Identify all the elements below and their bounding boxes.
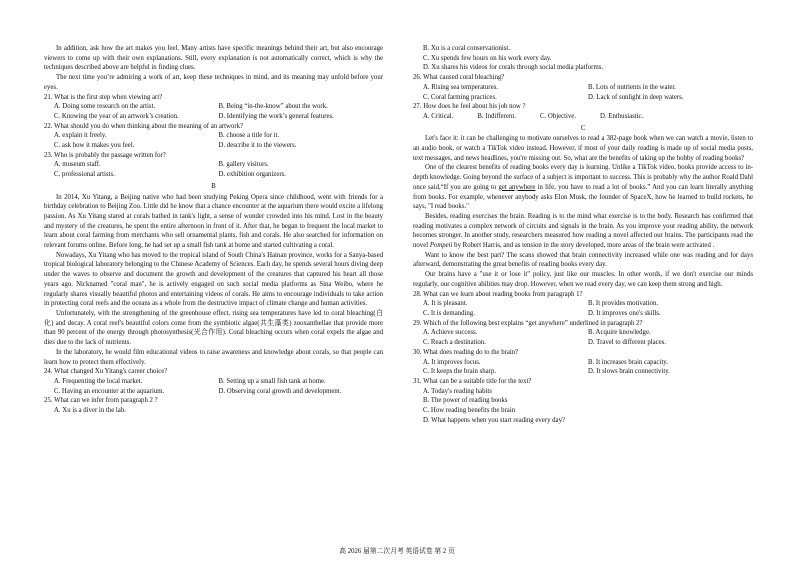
option-29-b: B. Acquire knowledge. — [588, 329, 651, 337]
option-26-d: D. Lack of sunlight in deep waters. — [588, 93, 684, 101]
passage-c-paragraph-1: Let's face it: it can be challenging to motivate ourselves to read a 382-page book when we can watch a movie, listen to an audio book, or watch a TikTok video instead. However, if most of your daily reading is made up of social media posts, text messages, and news headlines, you're missing out. So, what are the benefits of taking up the hobby of reading books? — [413, 135, 753, 162]
option-26-a: A. Rising sea temperatures. — [423, 83, 498, 91]
option-23-d: D. exhibition organizers. — [218, 171, 286, 179]
question-25-stem: 25. What can we infer from paragraph 2 ? — [44, 397, 158, 405]
option-30-d: D. It slows brain connectivity. — [588, 368, 670, 376]
question-24 — [44, 367, 383, 396]
question-27 — [413, 102, 753, 121]
question-22 — [44, 122, 383, 151]
question-27-stem: 27. How does he feel about his job now ? — [413, 103, 526, 111]
option-21-c: C. Knowing the year of an artwork’s creation. — [54, 112, 179, 120]
question-31 — [413, 377, 753, 426]
passage-c-paragraph-5: Our brains have a "use it or lose it" policy, just like our muscles. In other words, if we don't exercise our minds regularly, our cognitive abilities may drop. However, when we read every day, we can keep them strong and high. — [413, 271, 753, 288]
option-24-a: A. Frequenting the local market. — [54, 377, 143, 385]
passage-c-paragraph-2 — [413, 163, 753, 212]
option-31-b: B. The power of reading books — [423, 397, 508, 405]
option-22-a: A. explain it freely. — [54, 132, 107, 140]
option-29-a: A. Achieve success. — [423, 329, 478, 337]
option-29-d: D. Travel to different places. — [588, 339, 667, 347]
option-21-d: D. Identifying the work’s general features. — [218, 112, 334, 120]
option-28-c: C. It is demanding. — [423, 309, 475, 317]
left-column — [44, 44, 383, 416]
option-22-c: C. ask how it makes you feel. — [54, 142, 135, 150]
option-26-c: C. Coral farming practices. — [423, 93, 497, 101]
underlined-phrase: get anywhere — [498, 183, 536, 191]
question-25-continued — [413, 44, 753, 73]
option-29-c: C. Reach a destination. — [423, 339, 486, 347]
option-31-d: D. What happens when you start reading every day? — [423, 416, 565, 424]
intro-paragraph-1: In addition, ask how the art makes you feel. Many artists have specific meanings behind their art, but also encourage viewers to come up with their own explanations. Still, every explanation is not automatically correct, which is why the techniques described above are helpful in finding clues. — [44, 45, 383, 72]
paragraph-2-text-start: One of the clearest benefits of reading books every day is learning. Unlike a TikTok video, books provide access to in-depth knowledge. Going beyond the surface of a subject is important to success. This is probably why the author Roald Dahl once said,“If you are going to — [413, 164, 753, 191]
option-22-d: D. describe it to the viewers. — [218, 142, 297, 150]
question-31-stem: 31. What can be a suitable title for the text? — [413, 377, 532, 385]
option-31-a: A. Today's reading habits — [423, 387, 492, 395]
option-28-b: B. It provides motivation. — [588, 300, 659, 308]
question-24-stem: 24. What changed Xu Yitang's career choice? — [44, 368, 168, 376]
passage-c-paragraph-3 — [413, 212, 753, 251]
question-28 — [413, 290, 753, 319]
option-30-a: A. It improves focus. — [423, 358, 481, 366]
question-30-stem: 30. What does reading do to the brain? — [413, 348, 519, 356]
right-column — [413, 44, 753, 425]
option-25-a: A. Xu is a diver in the lab. — [54, 407, 126, 415]
option-27-b: B. Indifferent. — [477, 112, 516, 120]
option-27-d: D. Enthusiastic. — [600, 112, 644, 120]
option-21-a: A. Doing some research on the artist. — [54, 103, 156, 111]
option-25-d: D. Xu shares his videos for corals through social media platforms. — [423, 64, 604, 72]
passage-b-paragraph-3: Unfortunately, with the strengthening of the greenhouse effect, rising sea temperatures have led to coral bleaching(白化) and decay. A coral reef's beautiful colors come from the symbiotic algae(共生藻类) zooxanthellae that provide more than 90 percent of the energy through photosynthesis(光合作用). Coral bleaching occurs when coral expels the algae and dies due to the lack of nutrients. — [44, 309, 383, 347]
intro-paragraph-2: The next time you’re admiring a work of art, keep these techniques in mind, and its meaning may unfold before your eyes. — [44, 74, 383, 91]
question-26 — [413, 73, 753, 102]
question-29 — [413, 319, 753, 348]
option-22-b: B. choose a title for it. — [218, 132, 280, 140]
option-31-c: C. How reading benefits the brain — [423, 407, 516, 415]
question-23-stem: 23. Who is probably the passage written for? — [44, 151, 166, 159]
question-28-stem: 28. What can we learn about reading books from paragraph 1? — [413, 290, 583, 298]
question-29-stem: 29. Which of the following best explains “get anywhere” underlined in paragraph 2? — [413, 319, 643, 327]
option-27-a: A. Critical. — [423, 112, 454, 120]
option-28-a: A. It is pleasant. — [423, 300, 468, 308]
novel-title: Pompeii — [429, 242, 453, 250]
question-30 — [413, 348, 753, 377]
question-25 — [44, 396, 383, 415]
passage-b-paragraph-1: In 2014, Xu Yitang, a Beijing native who had been studying Peking Opera since childhood, went with friends for a birthday celebration to Beijing Zoo. Little did he know that a chance encounter at the aquarium there would excite a lifelong passion. As Xu Yitang stared at corals bathed in tank's light, a sense of wonder crowded into his mind. Lost in the beauty and mystery of the creatures, he spent the entire afternoon in front of it. After that, he began to frequent the local market to learn about coral farming from merchants who sell ornamental plants, fish and corals. He also searched for information on relevant forums online. Before long, he had set up a small fish tank at home and started cultivating a coral. — [44, 193, 383, 250]
question-22-stem: 22. What should you do when thinking about the meaning of an artwork? — [44, 122, 244, 130]
question-21 — [44, 93, 383, 122]
passage-b-paragraph-2: Nowadays, Xu Yitang who has moved to the tropical island of South China's Hainan province, works for a Sanya-based tropical biological laboratory belonging to the Chinese Academy of Sciences. Each day, he spends several hours diving deep under the waves to observe and document the growth and development of the creatures that captured his heart all those years ago. Nicknamed "coral man", he is actively engaged on such social media platforms as Sina Weibo, where he regularly shares visually beautiful photos and entertaining videos of corals. He aims to encourage individuals to take action in protecting coral reefs and the oceans as a whole from the destructive impact of climate change and human activities. — [44, 251, 383, 308]
section-b-heading: B — [211, 182, 216, 190]
passage-b-paragraph-4: In the laboratory, he would film educational videos to raise awareness and knowledge about corals, so that people can learn how to protect them effectively. — [44, 348, 383, 366]
option-23-c: C. professional artists. — [54, 171, 115, 179]
option-23-a: A. museum staff. — [54, 161, 101, 169]
page-footer: 高 2026 届第二次月考 英语试卷 第 2 页 — [339, 548, 455, 555]
option-26-b: B. Lots of nutrients in the water. — [588, 83, 676, 91]
option-24-c: C. Having an encounter at the aquarium. — [54, 387, 165, 395]
paragraph-3-text-end: by Robert Harris, and as tension in the story developed, more areas of the brain were activated . — [452, 242, 715, 250]
option-25-b: B. Xu is a coral conservationist. — [423, 45, 511, 52]
option-23-b: B. gallery visitors. — [218, 161, 269, 169]
option-21-b: B. Being “in-the-know” about the work. — [218, 103, 328, 111]
option-24-d: D. Observing coral growth and development. — [218, 387, 342, 395]
option-30-c: C. It keeps the brain sharp. — [423, 368, 497, 376]
paragraph-2-text-end: in life, you have to read a lot of books.” And you can learn literally anything from books. For example, whenever anybody asks Elon Musk, the founder of SpaceX, how he learned to build rockets, he says, "I read books." — [413, 183, 754, 211]
question-26-stem: 26. What caused coral bleaching? — [413, 74, 505, 82]
option-27-c: C. Objective. — [539, 112, 577, 120]
passage-c-paragraph-4: Want to know the best part? The scans showed that brain connectivity increased while one was reading and for days afterward, demonstrating the great benefits of reading books every day. — [413, 251, 753, 269]
question-21-stem: 21. What is the first step when viewing art? — [44, 93, 163, 101]
option-25-c: C. Xu spends few hours on his work every day. — [423, 54, 552, 62]
paragraph-3-text-start: Besides, reading exercises the brain. Reading is to the mind what exercise is to the body. Research has confirmed that reading motivates a complex network of circuits and signals in the brain. As you improve your reading ability, the network becomes stronger. In another study, researchers measured how reading a novel affected our brains. The participants read the novel — [413, 212, 753, 250]
question-23 — [44, 151, 383, 180]
option-24-b: B. Setting up a small fish tank at home. — [218, 377, 326, 385]
option-30-b: B. It increases brain capacity. — [588, 358, 668, 366]
option-28-d: D. It improves one's skills. — [588, 309, 661, 317]
section-c-heading: C — [580, 124, 586, 132]
